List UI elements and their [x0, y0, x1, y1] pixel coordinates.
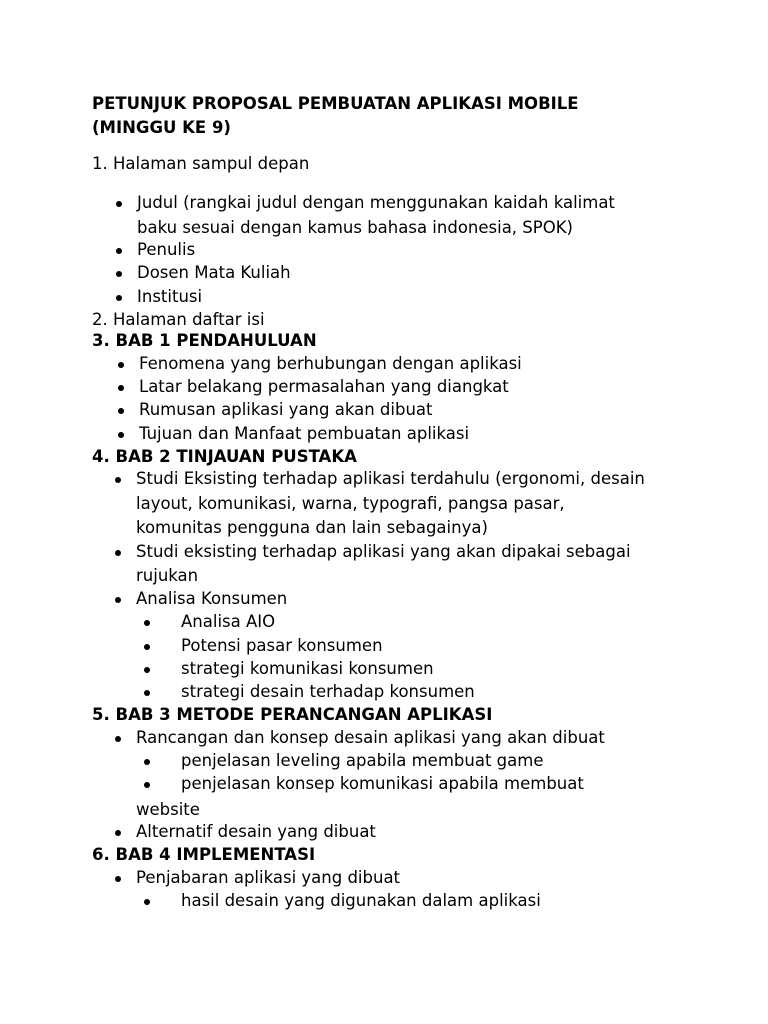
- bullet: [115, 597, 121, 603]
- bullet: [115, 477, 121, 483]
- sub-list-item: penjelasan leveling apabila membuat game: [181, 751, 544, 770]
- list-item: Tujuan dan Manfaat pembuatan aplikasi: [139, 424, 470, 443]
- section-3-heading: 3. BAB 1 PENDAHULUAN: [92, 331, 317, 350]
- sub-bullet: [144, 644, 150, 650]
- list-item: Studi eksisting terhadap aplikasi yang akan dipakai sebagai: [136, 542, 631, 561]
- list-item: Rancangan dan konsep desain aplikasi yang akan dibuat: [136, 728, 605, 747]
- list-item: Judul (rangkai judul dengan menggunakan kaidah kalimat: [137, 193, 615, 212]
- list-item: Fenomena yang berhubungan dengan aplikasi: [139, 354, 522, 373]
- bullet: [118, 408, 124, 414]
- bullet: [116, 295, 122, 301]
- list-item: Latar belakang permasalahan yang diangkat: [139, 377, 509, 396]
- sub-bullet: [144, 782, 150, 788]
- sub-bullet: [144, 690, 150, 696]
- list-item-continuation: komunitas pengguna dan lain sebagainya): [136, 518, 488, 537]
- list-item: Institusi: [137, 287, 203, 306]
- bullet: [116, 248, 122, 254]
- sub-list-item-continuation: website: [136, 800, 200, 819]
- bullet: [116, 201, 122, 207]
- document-title-line1: PETUNJUK PROPOSAL PEMBUATAN APLIKASI MOBILE: [92, 94, 579, 113]
- bullet: [115, 736, 121, 742]
- sub-bullet: [144, 667, 150, 673]
- sub-list-item: penjelasan konsep komunikasi apabila membuat: [181, 774, 584, 793]
- document-title-line2: (MINGGU KE 9): [92, 118, 231, 137]
- list-item: Dosen Mata Kuliah: [137, 263, 291, 282]
- sub-bullet: [144, 620, 150, 626]
- bullet: [118, 362, 124, 368]
- list-item-continuation: layout, komunikasi, warna, typografi, pangsa pasar,: [136, 494, 565, 513]
- sub-list-item: strategi komunikasi konsumen: [181, 659, 434, 678]
- list-item: Rumusan aplikasi yang akan dibuat: [139, 400, 433, 419]
- bullet: [118, 385, 124, 391]
- list-item: Studi Eksisting terhadap aplikasi terdahulu (ergonomi, desain: [136, 469, 645, 488]
- list-item-continuation: baku sesuai dengan kamus bahasa indonesia, SPOK): [137, 218, 573, 237]
- section-6-heading: 6. BAB 4 IMPLEMENTASI: [92, 845, 316, 864]
- bullet: [115, 830, 121, 836]
- sub-bullet: [144, 759, 150, 765]
- sub-list-item: strategi desain terhadap konsumen: [181, 682, 475, 701]
- bullet: [115, 876, 121, 882]
- sub-list-item: Analisa AIO: [181, 612, 276, 631]
- bullet: [116, 271, 122, 277]
- section-5-heading: 5. BAB 3 METODE PERANCANGAN APLIKASI: [92, 705, 493, 724]
- section-1-heading: 1. Halaman sampul depan: [92, 154, 310, 173]
- sub-bullet: [144, 899, 150, 905]
- list-item-continuation: rujukan: [136, 566, 199, 585]
- list-item: Analisa Konsumen: [136, 589, 288, 608]
- list-item: Alternatif desain yang dibuat: [136, 822, 376, 841]
- section-4-heading: 4. BAB 2 TINJAUAN PUSTAKA: [92, 447, 357, 466]
- sub-list-item: Potensi pasar konsumen: [181, 636, 383, 655]
- sub-list-item: hasil desain yang digunakan dalam aplikasi: [181, 891, 541, 910]
- list-item: Penjabaran aplikasi yang dibuat: [136, 868, 401, 887]
- list-item: Penulis: [137, 240, 196, 259]
- section-2-heading: 2. Halaman daftar isi: [92, 310, 265, 329]
- bullet: [115, 550, 121, 556]
- bullet: [118, 432, 124, 438]
